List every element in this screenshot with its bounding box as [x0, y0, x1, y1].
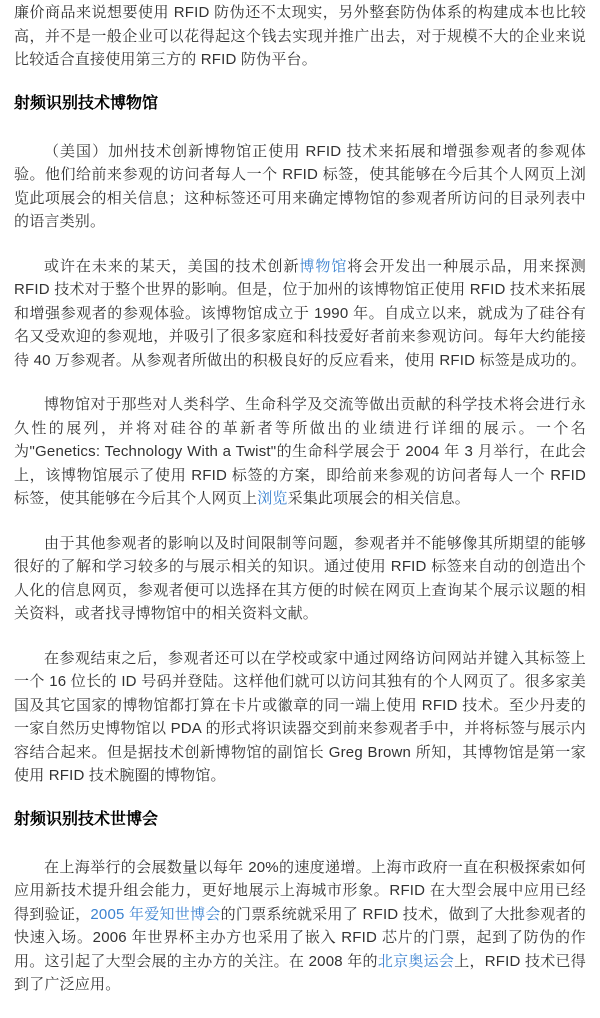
text-run: （美国）加州技术创新博物馆正使用 RFID 技术来拓展和增强参观者的参观体验。他们给前来参观的访问者每人一个 RFID 标签，使其能够在今后其个人网页上浏览此项展会的相关信息；这种标签还可用来确定博物馆的参观者所访问的目录列表中的语言类别。 — [14, 142, 586, 230]
inline-link[interactable]: 北京奥运会 — [377, 952, 455, 970]
text-run: 博物馆对于那些对人类科学、生命科学及交流等做出贡献的科学技术将会进行永久性的展列，并将对硅谷的革新者等所做出的业绩进行详细的展示。一个名为"Genetics: Technology With a Twist"的生命科学展会于 2004 年 3 月举行，在此会上，该博物馆展示了使用 RFID 标签的方案，即给前来参观的访问者每人一个 RFID 标签，使其能够在今后其个人网页上 — [14, 396, 586, 507]
text-run: 的门票系统就采用了 RFID 技术，做到了大批参观者的快速入场。2006 年世界杯主办方也采用了嵌入 RFID 芯片的门票，起到了防伪的作用。这引起了大型会展的主办方的关注。在 2008 年的 — [14, 905, 586, 970]
text-run: 在参观结束之后，参观者还可以在学校或家中通过网络访问网站并键入其标签上一个 16 位长的 ID 号码并登陆。这样他们就可以访问其独有的个人网页了。很多家美国及其它国家的博物馆都打算在卡片或徽章的同一端上使用 RFID 技术。至少丹麦的一家自然历史博物馆以 PDA 的形式将识读器交到前来参观者手中，并将标签与展示内容结合起来。但是据技术创新博物馆的副馆长 Greg Brown 所知，其博物馆是第一家使用 RFID 技术腕圈的博物馆。 — [14, 649, 586, 784]
text-run: 由于其他参观者的影响以及时间限制等问题，参观者并不能够像其所期望的能够很好的了解和学习较多的与展示相关的知识。通过使用 RFID 标签来自动的创造出个人化的信息网页，参观者便可以选择在其方便的时候在网页上查询某个展示议题的相关资料，或者找寻博物馆中的相关资料文献。 — [14, 534, 586, 622]
paragraph — [14, 532, 586, 626]
paragraph — [14, 856, 586, 997]
text-run: 将会开发出一种展示品，用来探测 RFID 技术对于整个世界的影响。但是，位于加州的该博物馆正使用 RFID 技术来拓展和增强参观者的参观体验。该博物馆成立于 1990 年。自成立以来，就成为了硅谷有名又受欢迎的参观地，并吸引了很多家庭和科技爱好者前来参观访问。每年大约能接待 40 万参观者。从参观者所做出的积极良好的反应看来，使用 RFID 标签是成功的。 — [14, 257, 586, 369]
paragraph — [14, 647, 586, 788]
section-heading: 射频识别技术世博会 — [14, 810, 159, 828]
paragraph — [14, 393, 586, 511]
text-run: 或许在未来的某天，美国的技术创新 — [44, 257, 300, 275]
paragraph — [14, 1, 586, 72]
text-run: 采集此项展会的相关信息。 — [287, 490, 471, 507]
text-run: 廉价商品来说想要使用 RFID 防伪还不太现实，另外整套防伪体系的构建成本也比较高，并不是一般企业可以花得起这个钱去实现并推广出去，对于规模不大的企业来说比较适合直接使用第三方的 RFID 防伪平台。 — [14, 4, 586, 68]
paragraph — [14, 140, 586, 234]
inline-link[interactable]: 2005 年爱知世博会 — [90, 905, 221, 923]
inline-link[interactable]: 浏览 — [257, 490, 288, 507]
section-heading: 射频识别技术博物馆 — [14, 94, 159, 112]
inline-link[interactable]: 博物馆 — [299, 257, 348, 275]
text-run: 在上海举行的会展数量以每年 20%的速度递增。上海市政府一直在积极探索如何应用新技术提升组会能力，更好地展示上海城市形象。RFID 在大型会展中应用已经得到验证， — [14, 858, 586, 923]
text-run: 上，RFID 技术已得到了广泛应用。 — [14, 952, 586, 993]
paragraph — [14, 255, 586, 373]
